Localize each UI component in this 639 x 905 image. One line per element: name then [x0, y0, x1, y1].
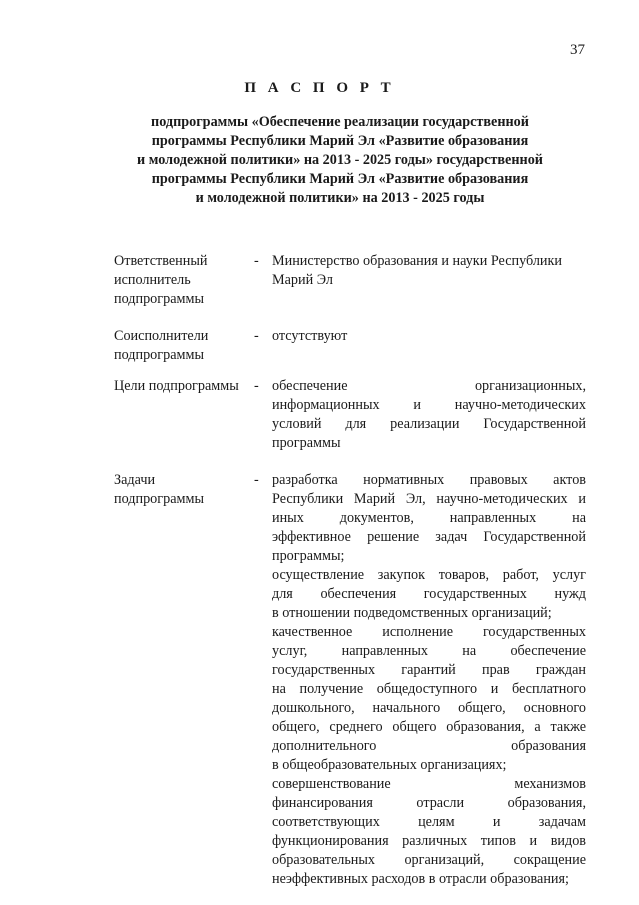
value-line: дошкольного, начального общего, основного: [272, 700, 586, 716]
passport-row-tasks: [114, 471, 586, 889]
subtitle-line: программы Республики Марий Эл «Развитие образования: [151, 171, 529, 187]
value-line: для обеспечения государственных нужд: [272, 586, 586, 602]
value-line: государственных гарантий прав граждан: [272, 662, 586, 678]
row-value: [272, 252, 586, 290]
value-line: на получение общедоступного и бесплатного: [272, 681, 586, 697]
value-line: в отношении подведомственных организаций;: [272, 605, 552, 621]
subtitle-line: и молодежной политики» на 2013 - 2025 годы» государственной: [137, 152, 543, 168]
value-line: соответствующих целям и задачам: [272, 814, 586, 830]
row-value: [272, 327, 586, 346]
value-line: обеспечение организационных,: [272, 378, 586, 394]
label-line: Соисполнители: [114, 328, 209, 344]
row-label: [114, 471, 254, 509]
passport-row-co-executors: [114, 327, 586, 365]
label-line: исполнитель: [114, 272, 191, 288]
value-line: совершенствование механизмов: [272, 776, 586, 792]
value-line: функционирования различных типов и видов: [272, 833, 586, 849]
value-line: неэффективных расходов в отрасли образования;: [272, 871, 569, 887]
value-line: качественное исполнение государственных: [272, 624, 586, 640]
row-value: [272, 377, 586, 453]
label-line: Цели подпрограммы: [114, 378, 239, 394]
subtitle-line: подпрограммы «Обеспечение реализации государственной: [151, 114, 529, 130]
subtitle-line: программы Республики Марий Эл «Развитие образования: [151, 133, 529, 149]
document-subtitle: [110, 113, 570, 208]
value-line: программы;: [272, 548, 345, 564]
value-line: разработка нормативных правовых актов: [272, 472, 586, 488]
row-label: [114, 252, 254, 309]
value-line: Марий Эл: [272, 272, 333, 288]
row-dash: -: [254, 472, 259, 488]
value-line: финансирования отрасли образования,: [272, 795, 586, 811]
value-line: Республики Марий Эл, научно-методических и: [272, 491, 586, 507]
document-title: П А С П О Р Т: [244, 80, 395, 96]
value-line: в общеобразовательных организациях;: [272, 757, 507, 773]
passport-row-goals: [114, 377, 586, 453]
value-line: Министерство образования и науки Республики: [272, 253, 563, 269]
row-dash: -: [254, 253, 259, 269]
row-dash: -: [254, 328, 259, 344]
row-label: [114, 377, 254, 396]
passport-row-responsible-executor: [114, 252, 586, 309]
value-line: услуг, направленных на обеспечение: [272, 643, 586, 659]
row-dash: -: [254, 378, 259, 394]
value-line: эффективное решение задач Государственной: [272, 529, 586, 545]
value-line: программы: [272, 435, 341, 451]
value-line: условий для реализации Государственной: [272, 416, 586, 432]
value-line: информационных и научно-методических: [272, 397, 586, 413]
value-line: общего, среднего общего образования, а также: [272, 719, 586, 735]
label-line: подпрограммы: [114, 291, 204, 307]
value-line: образовательных организаций, сокращение: [272, 852, 586, 868]
value-line: осуществление закупок товаров, работ, услуг: [272, 567, 586, 583]
label-line: подпрограммы: [114, 491, 204, 507]
row-value: [272, 471, 586, 889]
value-line: иных документов, направленных на: [272, 510, 586, 526]
page-number: 37: [570, 42, 585, 58]
passport-table: [114, 252, 586, 889]
label-line: подпрограммы: [114, 347, 204, 363]
subtitle-line: и молодежной политики» на 2013 - 2025 годы: [195, 190, 485, 206]
value-line: дополнительного образования: [272, 738, 586, 754]
value-line: отсутствуют: [272, 328, 348, 344]
label-line: Задачи: [114, 472, 156, 488]
row-label: [114, 327, 254, 365]
label-line: Ответственный: [114, 253, 208, 269]
